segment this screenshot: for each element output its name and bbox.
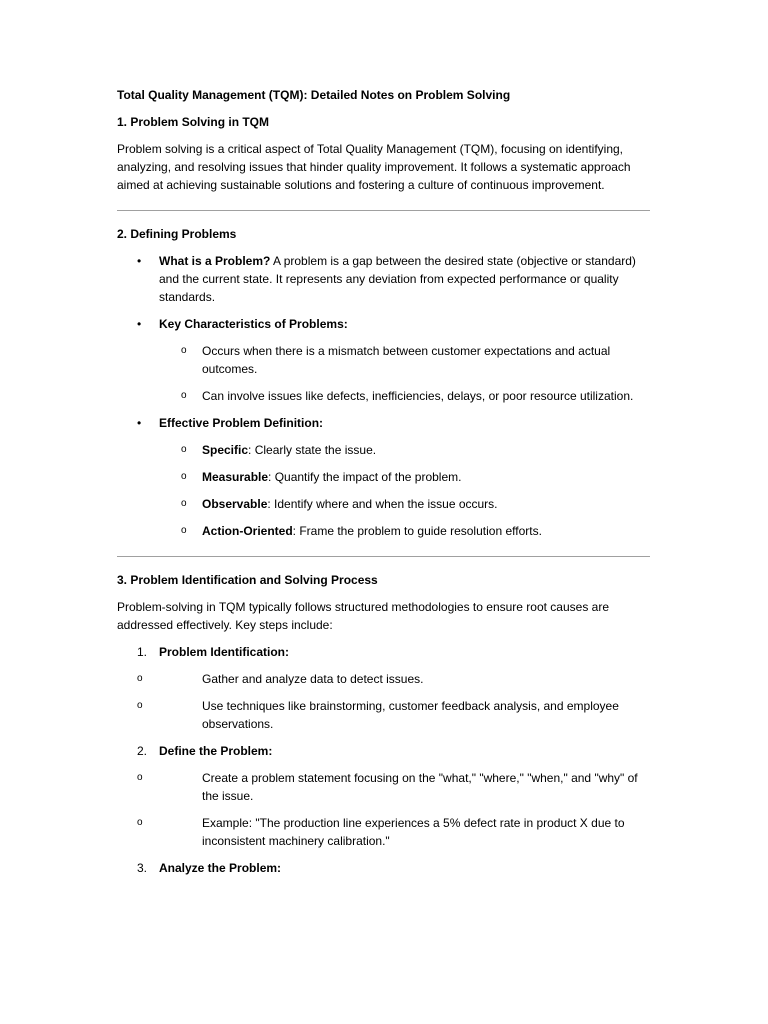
- document-page: [117, 86, 650, 886]
- sub-list-item: [117, 522, 650, 540]
- list-item-label: Effective Problem Definition:: [159, 416, 324, 430]
- document-title: Total Quality Management (TQM): Detailed Notes on Problem Solving: [117, 88, 511, 102]
- sub-item-text: Gather and analyze data to detect issues.: [202, 672, 424, 686]
- sub-list: [117, 441, 650, 540]
- sub-item-text: Create a problem statement focusing on the "what," "where," "when," and "why" of the issue.: [202, 771, 638, 803]
- sub-list: [117, 769, 650, 850]
- bullet-marker: •: [137, 317, 142, 331]
- sub-item-term: Measurable: [202, 470, 269, 484]
- step-label: Problem Identification:: [159, 645, 290, 659]
- sub-item-text: : Quantify the impact of the problem.: [268, 470, 462, 484]
- sub-list-item: [117, 441, 650, 459]
- step-item: [117, 742, 650, 850]
- list-item: [117, 414, 650, 540]
- sub-bullet-marker: o: [137, 817, 143, 828]
- sub-item-text: : Identify where and when the issue occurs.: [267, 497, 498, 511]
- section-divider: [117, 556, 650, 557]
- sub-bullet-marker: o: [181, 525, 187, 536]
- sub-list-item: [117, 387, 650, 405]
- sub-bullet-marker: o: [181, 498, 187, 509]
- step-item: [117, 643, 650, 733]
- sub-item-text: Example: "The production line experiences a 5% defect rate in product X due to inconsistent machinery calibration.": [202, 816, 625, 848]
- sub-list-item: [117, 670, 650, 688]
- sub-item-term: Action-Oriented: [202, 524, 293, 538]
- list-item-text: A problem is a gap between the desired state (objective or standard) and the current state. It represents any deviation from expected performance or quality standards.: [159, 254, 636, 304]
- step-label: Analyze the Problem:: [159, 861, 282, 875]
- step-number: 1.: [137, 645, 148, 659]
- sub-bullet-marker: o: [181, 471, 187, 482]
- sub-item-term: Observable: [202, 497, 268, 511]
- list-item: [117, 252, 650, 306]
- sub-list-item: [117, 495, 650, 513]
- sub-list: [117, 342, 650, 405]
- section-2-heading: 2. Defining Problems: [117, 227, 237, 241]
- list-item: [117, 315, 650, 405]
- section-2-list: [117, 252, 650, 540]
- step-item: [117, 859, 650, 877]
- section-1-heading: 1. Problem Solving in TQM: [117, 115, 270, 129]
- sub-item-text: Use techniques like brainstorming, customer feedback analysis, and employee observations.: [202, 699, 619, 731]
- step-number: 3.: [137, 861, 148, 875]
- sub-list-item: [117, 769, 650, 805]
- section-3-heading: 3. Problem Identification and Solving Process: [117, 573, 378, 587]
- sub-item-term: Specific: [202, 443, 249, 457]
- step-label: Define the Problem:: [159, 744, 273, 758]
- sub-list-item: [117, 468, 650, 486]
- section-1-body: Problem solving is a critical aspect of Total Quality Management (TQM), focusing on identifying, analyzing, and resolving issues that hinder quality improvement. It follows a systematic approach aimed at achieving sustainable solutions and fostering a culture of continuous improvement.: [117, 142, 631, 192]
- step-number: 2.: [137, 744, 148, 758]
- bullet-marker: •: [137, 416, 142, 430]
- sub-item-text: Can involve issues like defects, inefficiencies, delays, or poor resource utilization.: [202, 389, 634, 403]
- sub-list-item: [117, 697, 650, 733]
- sub-bullet-marker: o: [181, 444, 187, 455]
- list-item-label: What is a Problem?: [159, 254, 271, 268]
- sub-item-text: Occurs when there is a mismatch between customer expectations and actual outcomes.: [202, 344, 611, 376]
- sub-bullet-marker: o: [137, 772, 143, 783]
- sub-list-item: [117, 342, 650, 378]
- sub-bullet-marker: o: [137, 700, 143, 711]
- sub-item-text: : Frame the problem to guide resolution efforts.: [292, 524, 542, 538]
- sub-bullet-marker: o: [137, 673, 143, 684]
- section-3-steps: [117, 643, 650, 877]
- sub-list: [117, 670, 650, 733]
- section-divider: [117, 210, 650, 211]
- section-3-intro: Problem-solving in TQM typically follows structured methodologies to ensure root causes are addressed effectively. Key steps include:: [117, 600, 609, 632]
- sub-list-item: [117, 814, 650, 850]
- sub-bullet-marker: o: [181, 345, 187, 356]
- sub-bullet-marker: o: [181, 390, 187, 401]
- sub-item-text: : Clearly state the issue.: [248, 443, 377, 457]
- list-item-label: Key Characteristics of Problems:: [159, 317, 348, 331]
- bullet-marker: •: [137, 254, 142, 268]
